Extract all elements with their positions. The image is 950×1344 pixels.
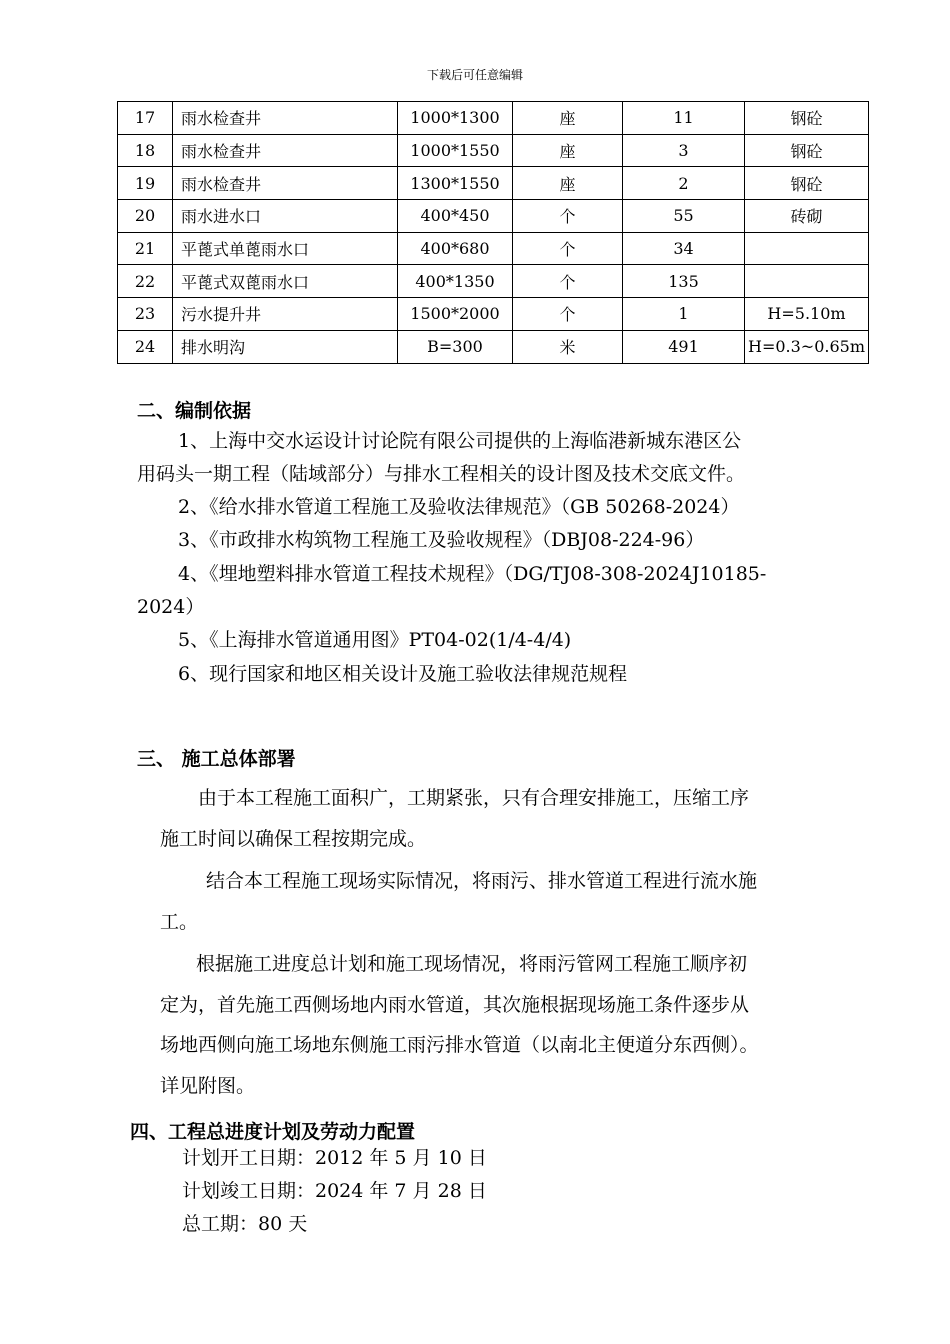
plan-start-date: 计划开工日期：2012 年 5 月 10 日 — [182, 1147, 487, 1169]
deploy-para-1-line1: 由于本工程施工面积广，工期紧张，只有合理安排施工，压缩工序 — [198, 787, 750, 809]
cell-name: 雨水检查井 — [173, 102, 398, 135]
deploy-para-3-line4: 详见附图。 — [160, 1074, 256, 1097]
cell-spec: B=300 — [398, 330, 513, 363]
cell-note: H=5.10m — [745, 298, 869, 331]
section4-heading: 四、工程总进度计划及劳动力配置 — [130, 1121, 416, 1143]
table-row — [118, 167, 869, 200]
basis-item-2: 2、《给水排水管道工程施工及验收法律规范》（GB 50268-2024） — [178, 496, 740, 518]
total-duration: 总工期：80 天 — [182, 1213, 308, 1235]
table-row — [118, 232, 869, 265]
cell-qty: 3 — [623, 134, 745, 167]
cell-note: 钢砼 — [745, 102, 869, 135]
cell-qty: 1 — [623, 298, 745, 331]
cell-qty: 135 — [623, 265, 745, 298]
cell-qty: 11 — [623, 102, 745, 135]
cell-note: 钢砼 — [745, 134, 869, 167]
basis-item-4-line2: 2024） — [137, 596, 205, 618]
cell-note — [745, 265, 869, 298]
cell-unit: 个 — [513, 200, 623, 233]
cell-note: H=0.3~0.65m — [745, 330, 869, 363]
cell-qty: 2 — [623, 167, 745, 200]
cell-unit: 个 — [513, 298, 623, 331]
basis-item-1-line1: 1、上海中交水运设计讨论院有限公司提供的上海临港新城东港区公 — [178, 430, 742, 452]
basis-item-6: 6、现行国家和地区相关设计及施工验收法律规范规程 — [178, 663, 628, 685]
cell-unit: 个 — [513, 265, 623, 298]
cell-no: 24 — [118, 330, 173, 363]
deploy-para-2-line1: 结合本工程施工现场实际情况，将雨污、排水管道工程进行流水施 — [206, 870, 758, 892]
cell-spec: 1300*1550 — [398, 167, 513, 200]
cell-name: 雨水检查井 — [173, 134, 398, 167]
materials-table — [117, 101, 869, 364]
basis-item-3: 3、《市政排水构筑物工程施工及验收规程》（DBJ08-224-96） — [178, 529, 705, 551]
basis-item-4-line1: 4、《埋地塑料排水管道工程技术规程》（DG/TJ08-308-2024J10185- — [178, 563, 767, 585]
cell-spec: 1000*1300 — [398, 102, 513, 135]
cell-unit: 座 — [513, 167, 623, 200]
deploy-para-3 — [160, 944, 759, 1106]
cell-unit: 个 — [513, 232, 623, 265]
table-body — [118, 102, 869, 364]
deploy-para-3-line2: 定为，首先施工西侧场地内雨水管道，其次施根据现场施工条件逐步从 — [160, 993, 750, 1016]
cell-spec: 1500*2000 — [398, 298, 513, 331]
cell-name: 平蓖式单蓖雨水口 — [173, 232, 398, 265]
cell-spec: 1000*1550 — [398, 134, 513, 167]
cell-no: 18 — [118, 134, 173, 167]
section3-heading: 三、 施工总体部署 — [137, 748, 296, 770]
deploy-para-1 — [160, 778, 749, 859]
cell-name: 平蓖式双蓖雨水口 — [173, 265, 398, 298]
cell-note — [745, 232, 869, 265]
deploy-para-3-line3: 场地西侧向施工场地东侧施工雨污排水管道（以南北主便道分东西侧）。 — [160, 1034, 759, 1056]
cell-spec: 400*680 — [398, 232, 513, 265]
cell-name: 雨水进水口 — [173, 200, 398, 233]
cell-no: 22 — [118, 265, 173, 298]
header-note: 下载后可任意编辑 — [426, 68, 523, 82]
deploy-para-2 — [160, 861, 757, 942]
table-row — [118, 298, 869, 331]
cell-no: 23 — [118, 298, 173, 331]
table-row — [118, 265, 869, 298]
cell-note: 砖砌 — [745, 200, 869, 233]
deploy-para-1-line2: 施工时间以确保工程按期完成。 — [160, 827, 427, 850]
cell-name: 排水明沟 — [173, 330, 398, 363]
basis-item-1-line2: 用码头一期工程（陆域部分）与排水工程相关的设计图及技术交底文件。 — [137, 463, 746, 485]
cell-qty: 55 — [623, 200, 745, 233]
deploy-para-2-line2: 工。 — [160, 910, 199, 933]
deploy-para-3-line1: 根据施工进度总计划和施工现场情况，将雨污管网工程施工顺序初 — [196, 953, 748, 975]
cell-no: 17 — [118, 102, 173, 135]
cell-qty: 491 — [623, 330, 745, 363]
plan-finish-date: 计划竣工日期：2024 年 7 月 28 日 — [182, 1180, 487, 1202]
cell-note: 钢砼 — [745, 167, 869, 200]
cell-no: 21 — [118, 232, 173, 265]
section2-heading: 二、编制依据 — [137, 400, 252, 422]
table-row — [118, 134, 869, 167]
cell-no: 19 — [118, 167, 173, 200]
table-row — [118, 200, 869, 233]
table-row — [118, 330, 869, 363]
cell-spec: 400*450 — [398, 200, 513, 233]
cell-unit: 座 — [513, 134, 623, 167]
cell-qty: 34 — [623, 232, 745, 265]
table-row — [118, 102, 869, 135]
cell-spec: 400*1350 — [398, 265, 513, 298]
cell-name: 雨水检查井 — [173, 167, 398, 200]
cell-name: 污水提升井 — [173, 298, 398, 331]
cell-unit: 座 — [513, 102, 623, 135]
cell-no: 20 — [118, 200, 173, 233]
cell-unit: 米 — [513, 330, 623, 363]
basis-item-5: 5、《上海排水管道通用图》PT04-02(1/4-4/4) — [178, 629, 572, 651]
